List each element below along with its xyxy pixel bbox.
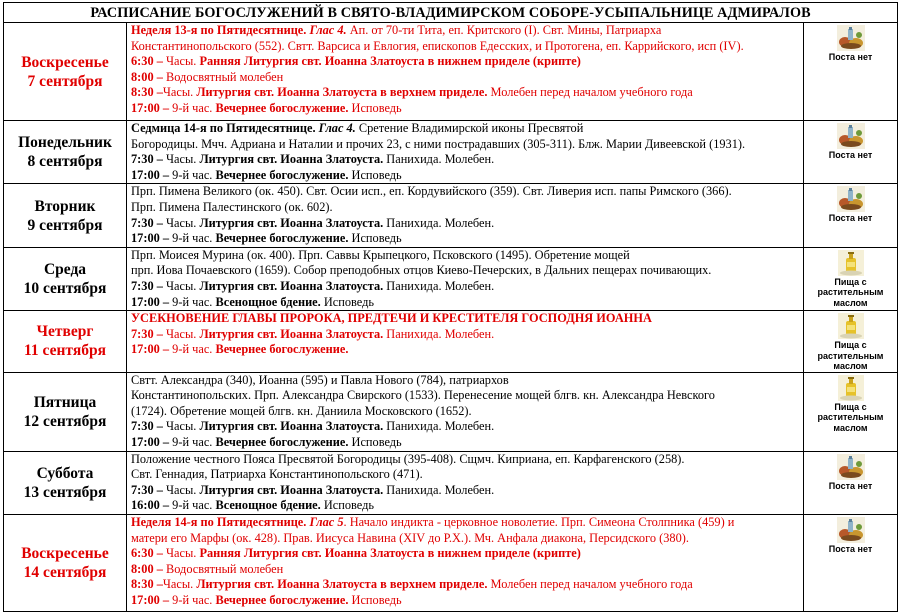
service-text: 7:30 – (131, 278, 166, 293)
fasting-label: Поста нет (828, 543, 873, 554)
service-line (131, 562, 803, 578)
service-text: Вечернее богослужение. (215, 231, 349, 246)
service-line (131, 327, 803, 343)
service-text: Богородицы. Мчч. Адриана и Наталии и прочих 23, с ними пострадавших (305-311). Блж. Марии Дивеевской (1931). (131, 136, 746, 151)
service-line (131, 152, 803, 168)
schedule-table (3, 2, 898, 612)
weekday-label: Понедельник (18, 134, 112, 152)
service-text: 9-й час. (172, 167, 216, 182)
services-cell (127, 451, 804, 514)
service-text: . Начало индикта - церковное новолетие. Прп. Симеона Столпника (459) и (343, 514, 735, 529)
services-cell (127, 247, 804, 310)
service-text: матери его Марфы (ок. 428). Прав. Иисуса Навина (XIV до Р.Х.). Мч. Анфала диакона, Персидского (380). (131, 530, 689, 545)
service-line (131, 137, 803, 153)
service-text: Сретение Владимирской иконы Пресвятой (355, 121, 584, 135)
service-line (131, 121, 803, 137)
fasting-cell (804, 514, 898, 611)
day-cell (4, 514, 127, 611)
service-text: Панихида. Молебен. (383, 482, 495, 497)
schedule-row (4, 247, 898, 310)
schedule-row (4, 184, 898, 247)
service-text: 6:30 – (131, 54, 166, 69)
service-text: 8:00 – (131, 69, 166, 84)
service-text: Вечернее богослужение. (215, 167, 349, 182)
date-label: 9 сентября (27, 216, 103, 234)
food-basket-icon (837, 25, 865, 51)
fasting-label: растительным (817, 350, 884, 361)
service-line (131, 467, 803, 483)
service-text: 7:30 – (131, 215, 166, 230)
weekday-label: Воскресенье (21, 544, 109, 562)
fasting-label: Поста нет (828, 213, 873, 224)
service-text: Часы. (165, 152, 200, 167)
service-text: Исповедь (348, 100, 402, 115)
fasting-cell (804, 451, 898, 514)
service-text: Водосвятный молебен (165, 69, 284, 84)
service-text: Исповедь (348, 435, 402, 449)
day-cell (4, 121, 127, 184)
fasting-label: Поста нет (828, 150, 873, 160)
services-cell (127, 514, 804, 611)
service-line (131, 515, 803, 531)
services-cell (127, 184, 804, 247)
service-text: Свт. Геннадия, Патриарха Константинопольского (471). (131, 467, 423, 482)
service-text: Исповедь (348, 231, 402, 246)
service-text: Всенощное бдение. (215, 498, 321, 513)
schedule-row (4, 311, 898, 373)
service-text: Часы. (162, 85, 197, 100)
service-line (131, 295, 803, 311)
service-text: 9-й час. (172, 342, 216, 357)
service-text: 17:00 – (131, 342, 173, 357)
service-line (131, 546, 803, 562)
oil-bottle-icon (838, 250, 864, 276)
service-text: Положение честного Пояса Пресвятой Богородицы (395-408). Сщмч. Киприана, еп. Карфагенского (258). (131, 451, 685, 466)
service-text: 17:00 – (131, 294, 173, 309)
service-text: Часы. (165, 546, 200, 561)
fasting-label: маслом (833, 422, 868, 433)
service-line (131, 39, 803, 55)
service-text: Часы. (165, 54, 200, 69)
service-text: 9-й час. (172, 100, 216, 115)
service-text: Исповедь (348, 592, 402, 607)
service-text: 9-й час. (172, 592, 216, 607)
day-cell (4, 184, 127, 247)
food-basket-icon (837, 517, 865, 543)
fasting-label: Пища с (834, 340, 867, 351)
services-cell (127, 121, 804, 184)
service-text: Ранняя Литургия свт. Иоанна Златоуста в нижнем приделе (крипте) (199, 54, 581, 69)
service-text: Исповедь (320, 498, 374, 513)
service-line (131, 54, 803, 70)
service-text: Часы. (162, 577, 197, 592)
services-cell (127, 23, 804, 121)
service-text: Прп. Пимена Палестинского (ок. 602). (131, 199, 333, 214)
services-cell (127, 311, 804, 373)
service-text: Ап. от 70-ти Тита, еп. Критского (I). Свт. Мины, Патриарха (346, 23, 662, 37)
service-text: Часы. (165, 482, 200, 497)
fasting-label: Поста нет (828, 52, 873, 62)
service-line (131, 419, 803, 435)
service-text: Исповедь (320, 294, 374, 309)
service-text: Молебен перед началом учебного года (487, 85, 693, 100)
date-label: 10 сентября (23, 279, 107, 297)
service-line (131, 404, 803, 420)
day-cell (4, 23, 127, 121)
day-cell (4, 311, 127, 373)
service-text: 16:00 – (131, 498, 173, 513)
service-line (131, 593, 803, 609)
date-label: 14 сентября (23, 563, 107, 581)
date-label: 7 сентября (27, 72, 103, 90)
service-line (131, 483, 803, 499)
service-text: Водосвятный молебен (165, 561, 284, 576)
weekday-label: Среда (43, 260, 87, 278)
service-text: 17:00 – (131, 167, 173, 182)
service-text: 9-й час. (172, 435, 216, 449)
weekday-label: Воскресенье (21, 53, 109, 71)
service-text: Литургия свт. Иоанна Златоуста. (199, 419, 384, 434)
service-text: Литургия свт. Иоанна Златоуста. (199, 482, 384, 497)
fasting-label: маслом (833, 297, 868, 308)
service-text: УСЕКНОВЕНИЕ ГЛАВЫ ПРОРОКА, ПРЕДТЕЧИ И КРЕСТИТЕЛЯ ГОСПОДНЯ ИОАННА (131, 311, 652, 326)
service-text: Прп. Моисея Мурина (ок. 400). Прп. Саввы Крыпецкого, Псковского (1495). Обретение мощей (131, 247, 630, 262)
service-text: 17:00 – (131, 231, 173, 246)
fasting-cell (804, 23, 898, 121)
food-basket-icon (837, 454, 865, 480)
service-text: Панихида. Молебен. (383, 419, 495, 434)
service-text: Неделя 14-я по Пятидесятнице. (131, 514, 310, 529)
service-text: 7:30 – (131, 152, 166, 167)
weekday-label: Вторник (34, 197, 96, 215)
service-text: Седмица 14-я по Пятидесятнице. (131, 121, 319, 135)
service-text: Панихида. Молебен. (383, 152, 495, 167)
service-text: Литургия свт. Иоанна Златоуста. (199, 278, 384, 293)
service-text: 9-й час. (172, 498, 216, 513)
schedule-row (4, 121, 898, 184)
service-text: Панихида. Молебен. (383, 326, 495, 341)
day-cell (4, 451, 127, 514)
date-label: 12 сентября (23, 412, 107, 430)
service-line (131, 342, 803, 358)
schedule-row (4, 372, 898, 451)
service-line (131, 435, 803, 451)
date-label: 13 сентября (23, 483, 107, 501)
service-text: Глас 4. (318, 121, 356, 135)
service-text: 7:30 – (131, 326, 166, 341)
service-text: Свтт. Александра (340), Иоанна (595) и Павла Нового (784), патриархов (131, 372, 509, 387)
fasting-cell (804, 247, 898, 310)
service-text: Литургия свт. Иоанна Златоуста. (199, 152, 384, 167)
service-text: Литургия свт. Иоанна Златоуста. (199, 326, 384, 341)
date-label: 8 сентября (27, 153, 103, 171)
service-line (131, 452, 803, 468)
schedule-row (4, 451, 898, 514)
schedule-row (4, 514, 898, 611)
service-text: Исповедь (348, 167, 402, 182)
day-cell (4, 247, 127, 310)
fasting-cell (804, 372, 898, 451)
service-line (131, 101, 803, 117)
service-text: 7:30 – (131, 419, 166, 434)
service-text: 17:00 – (131, 592, 173, 607)
date-label: 11 сентября (24, 342, 106, 360)
service-text: прп. Иова Почаевского (1659). Собор преподобных отцов Киево-Печерских, в Дальних пещерах почивающих. (131, 263, 712, 278)
food-basket-icon (837, 123, 865, 149)
title-row (4, 3, 898, 23)
service-text: Молебен перед началом учебного года (487, 577, 693, 592)
service-line (131, 184, 803, 200)
food-basket-icon (837, 186, 865, 212)
weekday-label: Пятница (33, 393, 97, 411)
service-line (131, 388, 803, 404)
service-text: 6:30 – (131, 546, 166, 561)
service-text: 17:00 – (131, 100, 173, 115)
service-text: Панихида. Молебен. (383, 278, 495, 293)
services-cell (127, 372, 804, 451)
service-text: Часы. (165, 215, 200, 230)
fasting-label: Пища с (834, 401, 867, 412)
service-text: Литургия свт. Иоанна Златоуста. (199, 215, 384, 230)
weekday-label: Четверг (36, 323, 94, 341)
fasting-cell (804, 121, 898, 184)
service-text: Константинопольского (552). Свтт. Варсиса и Евлогия, епископов Едесских, и Протогена, еп. Каррийского, исп (IV). (131, 38, 744, 53)
service-text: 9-й час. (172, 294, 216, 309)
service-line (131, 311, 803, 327)
service-text: Литургия свт. Иоанна Златоуста в верхнем приделе. (196, 85, 488, 100)
fasting-cell (804, 184, 898, 247)
service-text: Вечернее богослужение. (215, 435, 349, 449)
service-line (131, 577, 803, 593)
service-text: Вечернее богослужение. (215, 100, 349, 115)
service-text: Часы. (165, 278, 200, 293)
service-text: Глас 4. (309, 23, 347, 37)
service-line (131, 231, 803, 247)
service-text: 8:30 – (131, 577, 163, 592)
service-text: Прп. Пимена Великого (ок. 450). Свт. Осии исп., еп. Кордувийского (359). Свт. Ливерия исп. папы Римского (366). (131, 184, 732, 199)
service-line (131, 263, 803, 279)
service-text: Вечернее богослужение. (215, 592, 349, 607)
fasting-label: растительным (817, 412, 884, 423)
service-line (131, 531, 803, 547)
service-line (131, 373, 803, 389)
service-text: Неделя 13-я по Пятидесятнице. (131, 23, 310, 37)
service-text: (1724). Обретение мощей блгв. кн. Даниила Московского (1652). (131, 403, 472, 418)
service-line (131, 279, 803, 295)
service-text: Панихида. Молебен. (383, 215, 495, 230)
service-text: Часы. (165, 419, 200, 434)
service-text: Часы. (165, 326, 200, 341)
oil-bottle-icon (838, 375, 864, 401)
day-cell (4, 372, 127, 451)
service-line (131, 200, 803, 216)
service-text: Литургия свт. Иоанна Златоуста в верхнем приделе. (196, 577, 488, 592)
fasting-label: маслом (833, 361, 868, 372)
schedule-row (4, 23, 898, 121)
service-text: 9-й час. (172, 231, 216, 246)
weekday-label: Суббота (36, 464, 94, 482)
service-line (131, 85, 803, 101)
fasting-cell (804, 311, 898, 373)
service-line (131, 168, 803, 184)
fasting-label: растительным (817, 287, 884, 298)
service-text: Ранняя Литургия свт. Иоанна Златоуста в нижнем приделе (крипте) (199, 546, 581, 561)
service-text: Глас 5 (309, 514, 344, 529)
schedule-title: РАСПИСАНИЕ БОГОСЛУЖЕНИЙ В СВЯТО-ВЛАДИМИРСКОМ СОБОРЕ-УСЫПАЛЬНИЦЕ АДМИРАЛОВ (4, 3, 898, 23)
service-line (131, 216, 803, 232)
service-line (131, 498, 803, 514)
service-text: 17:00 – (131, 435, 173, 449)
service-text: Всенощное бдение. (215, 294, 321, 309)
service-line (131, 248, 803, 264)
service-text: 7:30 – (131, 482, 166, 497)
fasting-label: Поста нет (828, 480, 873, 491)
service-line (131, 70, 803, 86)
fasting-label: Пища с (834, 276, 867, 287)
service-text: 8:30 – (131, 85, 163, 100)
service-text: Вечернее богослужение. (215, 342, 349, 357)
service-text: 8:00 – (131, 561, 166, 576)
service-text: Константинопольских. Прп. Александра Свирского (1533). Перенесение мощей блгв. кн. Александра Невского (131, 388, 715, 403)
oil-bottle-icon (838, 313, 864, 339)
service-line (131, 23, 803, 39)
